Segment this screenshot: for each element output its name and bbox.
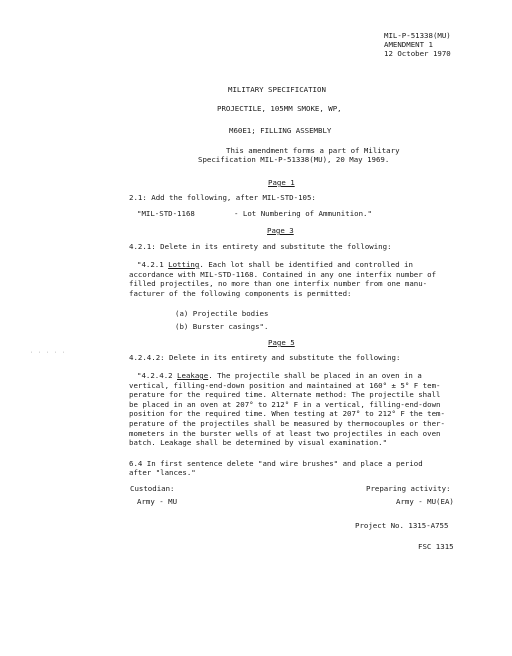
std-1168-ref: "MIL-STD-1168 <box>137 209 195 218</box>
lotting-line-3: filled projectiles, no more than one interfix number from one manu- <box>129 279 428 289</box>
spec-title: PROJECTILE, 105MM SMOKE, WP, <box>217 104 342 113</box>
leakage-paragraph <box>129 371 445 448</box>
intro-line-2: Specification MIL-P-51338(MU), 20 May 1969. <box>198 155 390 164</box>
lotting-line-2: accordance with MIL-STD-1168. Contained in any one interfix number of <box>129 269 437 279</box>
list-item-a: (a) Projectile bodies <box>175 309 269 318</box>
page-3-heading: Page 3 <box>267 226 294 235</box>
item-6-4-line-1: 6.4 In first sentence delete "and wire brushes" and place a period <box>129 459 423 468</box>
preparing-activity-value: Army - MU(EA) <box>396 497 454 506</box>
lotting-line-4: facturer of the following components is permitted: <box>129 288 352 298</box>
preparing-activity-label: Preparing activity: <box>366 484 451 493</box>
page-5-heading: Page 5 <box>268 338 295 347</box>
amendment-date: 12 October 1970 <box>384 49 451 58</box>
fsc-code: FSC 1315 <box>418 542 454 551</box>
lotting-number: "4.2.1 <box>137 260 169 269</box>
page-1-heading: Page 1 <box>268 178 295 187</box>
project-number: Project No. 1315-A755 <box>355 521 449 530</box>
leakage-line-1: . The projectile shall be placed in an oven in a <box>208 371 422 380</box>
list-item-b: (b) Burster casings". <box>175 322 269 331</box>
lotting-paragraph <box>129 260 436 298</box>
leakage-term: Leakage <box>177 371 209 380</box>
item-4-2-1: 4.2.1: Delete in its entirety and substitute the following: <box>129 242 392 251</box>
amendment-number: AMENDMENT 1 <box>384 40 433 49</box>
std-1168-title: - Lot Numbering of Ammunition." <box>234 209 372 218</box>
leakage-line-6: perature of the projectiles shall be measured by thermocouples or ther- <box>129 418 445 428</box>
custodian-value: Army - MU <box>137 497 178 506</box>
leakage-line-3: perature for the required time. Alternate method: The projectile shall <box>129 390 441 400</box>
item-2-1: 2.1: Add the following, after MIL-STD-105: <box>129 193 316 202</box>
custodian-label: Custodian: <box>130 484 175 493</box>
spec-subtitle: M60E1; FILLING ASSEMBLY <box>229 126 332 135</box>
item-6-4-line-2: after "lances." <box>129 468 196 477</box>
scan-mark: · · · · · <box>30 350 67 356</box>
spec-type: MILITARY SPECIFICATION <box>228 85 326 94</box>
leakage-line-5: position for the required time. When testing at 207° to 212° F the tem- <box>129 409 445 419</box>
leakage-line-7: mometers in the burster wells of at least two projectiles in each oven <box>129 428 441 438</box>
item-4-2-4-2: 4.2.4.2: Delete in its entirety and substitute the following: <box>129 353 401 362</box>
lotting-line-1: . Each lot shall be identified and controlled in <box>199 260 413 269</box>
leakage-line-8: batch. Leakage shall be determined by visual examination." <box>129 438 388 448</box>
lotting-term: Lotting <box>168 260 200 269</box>
intro-line-1: This amendment forms a part of Military <box>226 146 400 155</box>
document-number: MIL-P-51338(MU) <box>384 31 451 40</box>
leakage-number: "4.2.4.2 <box>137 371 178 380</box>
leakage-line-2: vertical, filling-end-down position and maintained at 160° ± 5° F tem- <box>129 380 441 390</box>
leakage-line-4: be placed in an oven at 207° to 212° F in a vertical, filling-end-down <box>129 399 441 409</box>
